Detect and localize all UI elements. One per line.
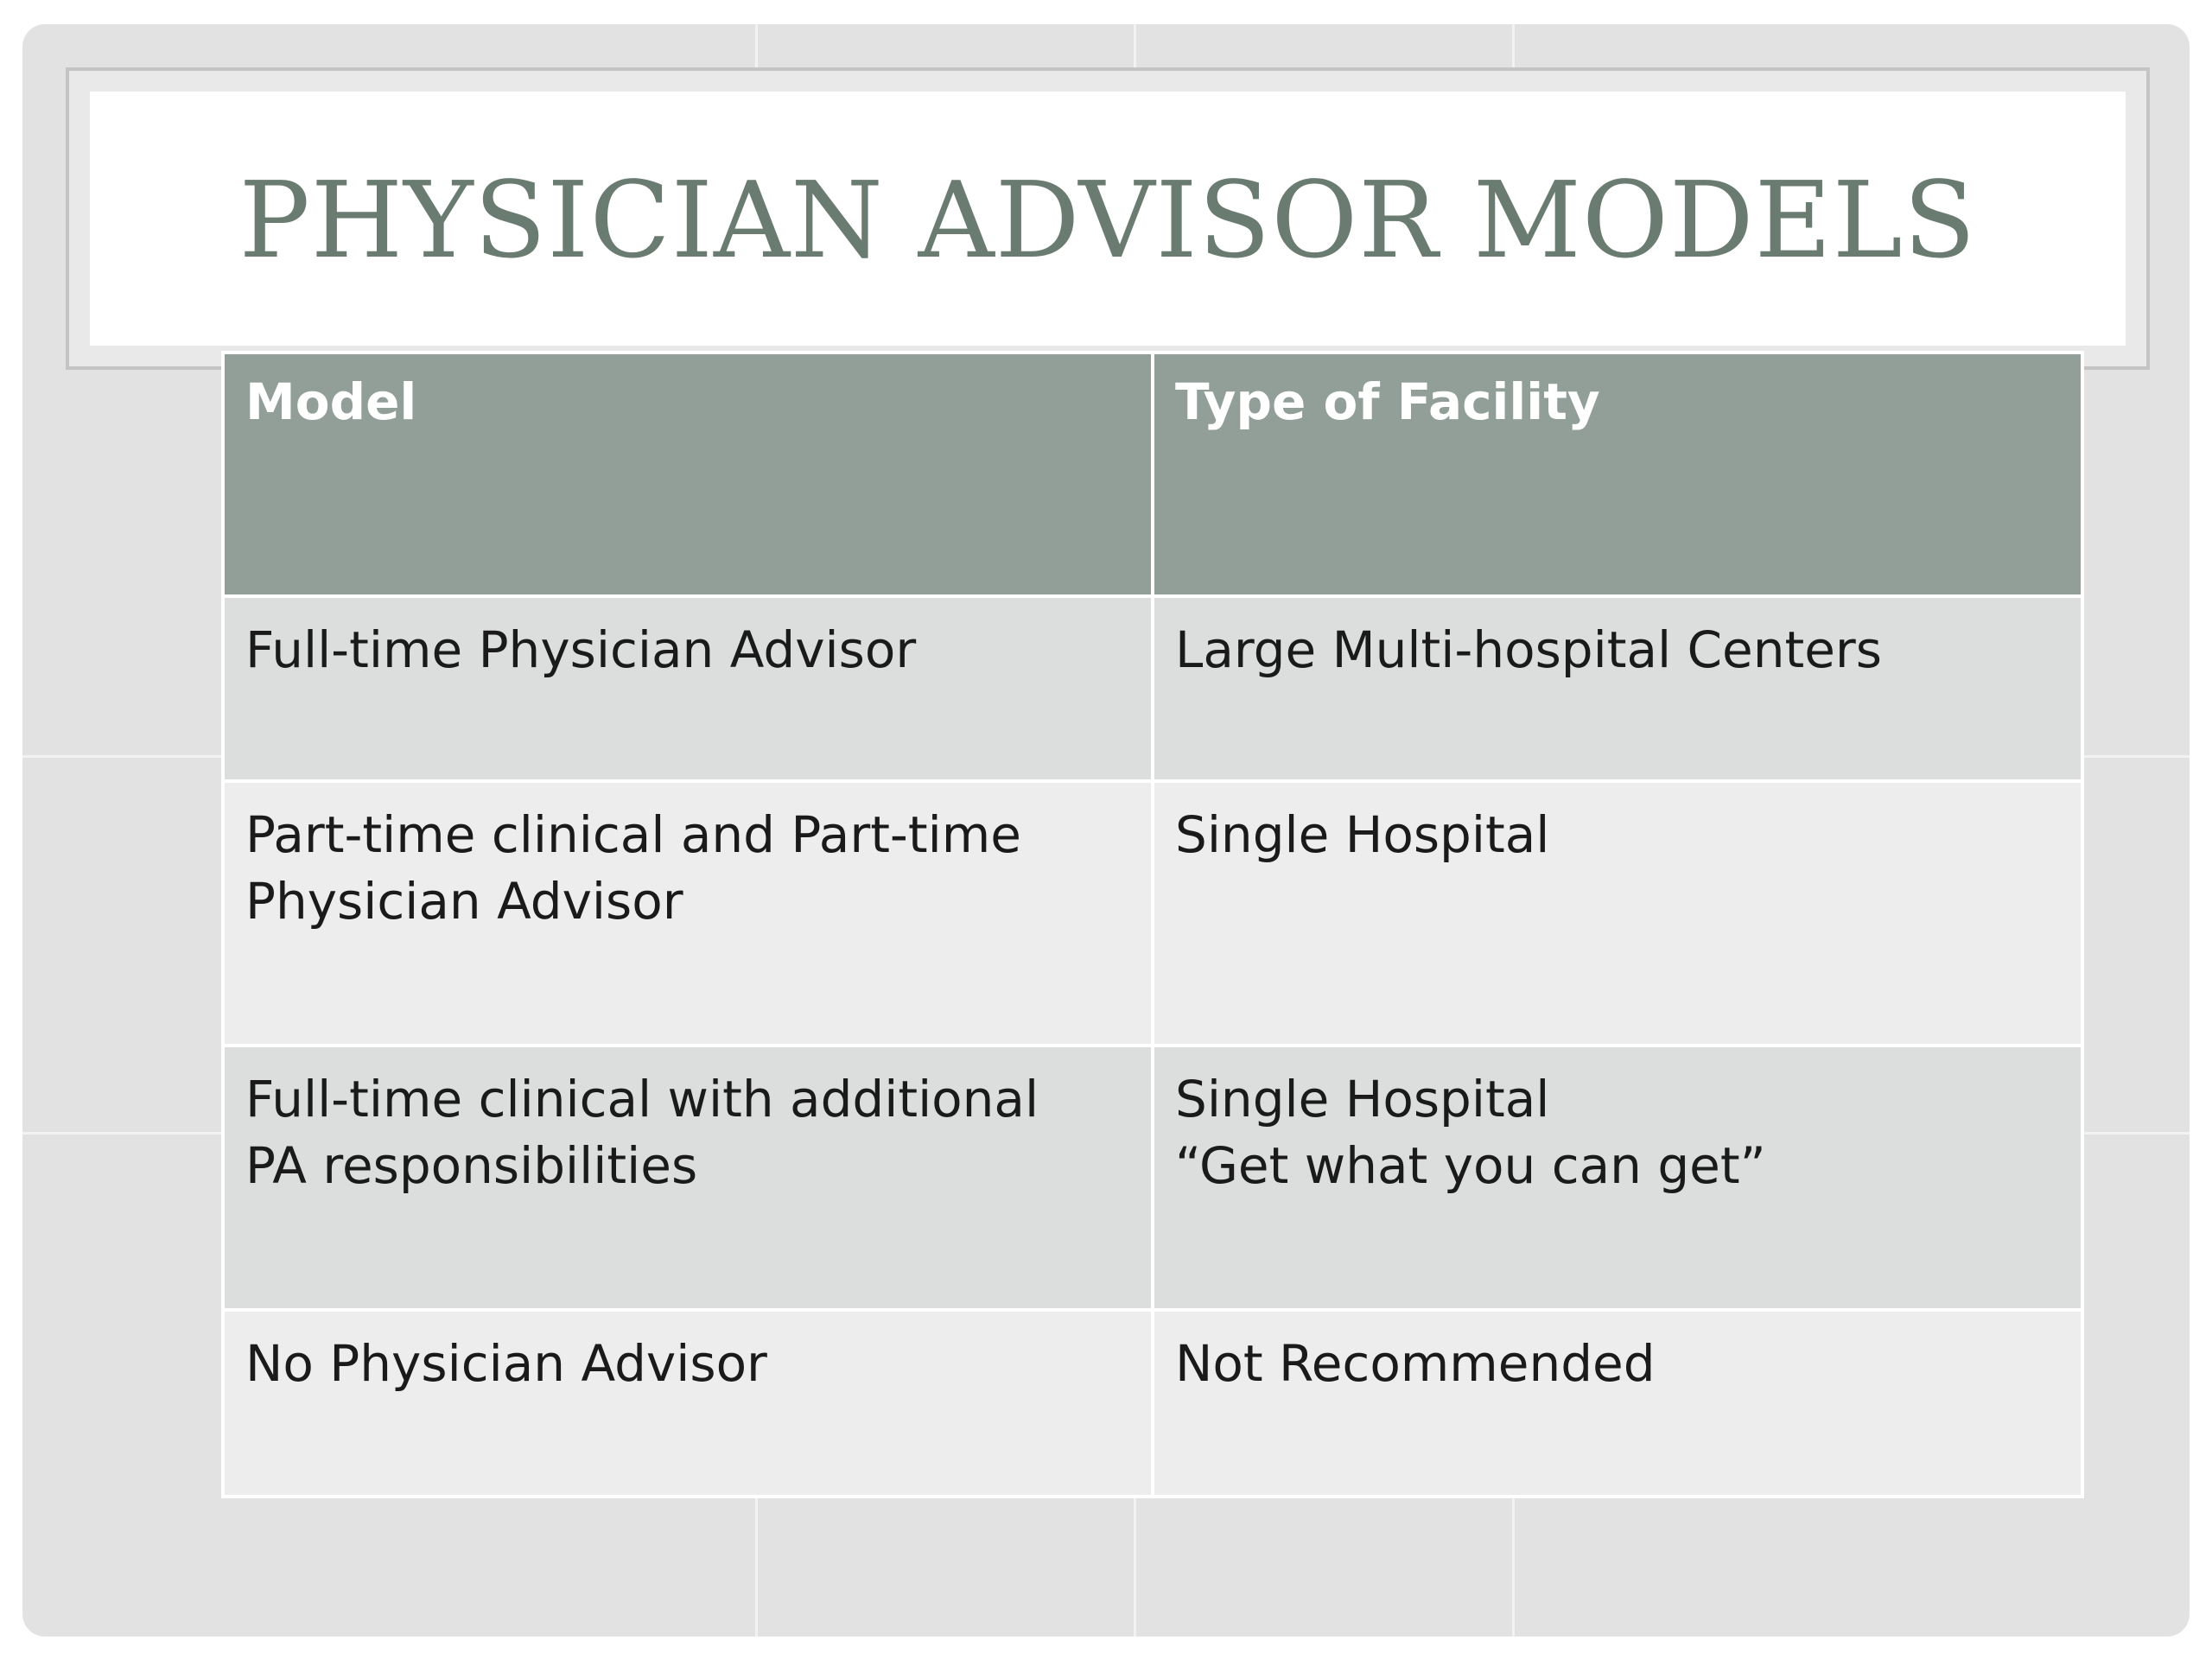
slide <box>22 24 2190 1637</box>
model-cell <box>223 596 1153 781</box>
cell-line: Single Hospital <box>1175 1070 1550 1128</box>
models-table <box>221 351 2084 1498</box>
header-model: Model <box>223 353 1153 596</box>
facility-cell <box>1153 1310 2082 1497</box>
background-seam <box>1134 1493 1136 1637</box>
table-row <box>223 1046 2082 1310</box>
table-header-row <box>223 353 2082 596</box>
cell-line: Not Recommended <box>1175 1334 1656 1393</box>
models-table-wrapper <box>221 351 2084 1498</box>
cell-line: Single Hospital <box>1175 805 1550 864</box>
header-type-of-facility: Type of Facility <box>1153 353 2082 596</box>
cell-line: Part-time clinical and Part-time <box>245 805 1021 864</box>
cell-line: No Physician Advisor <box>245 1334 767 1393</box>
slide-title: PHYSICIAN ADVISOR MODELS <box>238 159 1977 282</box>
table-row <box>223 1310 2082 1497</box>
background-seam <box>22 1132 221 1135</box>
title-box <box>90 92 2126 346</box>
cell-line: “Get what you can get” <box>1175 1135 1766 1195</box>
background-seam <box>1134 24 1136 67</box>
cell-line: Full-time clinical with additional <box>245 1070 1039 1128</box>
background-seam <box>2084 755 2190 758</box>
cell-line: Large Multi-hospital Centers <box>1175 620 1882 679</box>
model-cell <box>223 1310 1153 1497</box>
table-row <box>223 781 2082 1046</box>
background-seam <box>1512 24 1515 67</box>
model-cell <box>223 1046 1153 1310</box>
cell-line: Physician Advisor <box>245 871 683 931</box>
facility-cell <box>1153 1046 2082 1310</box>
background-seam <box>22 755 221 758</box>
table-row <box>223 596 2082 781</box>
background-seam <box>1512 1493 1515 1637</box>
background-seam <box>755 24 758 67</box>
model-cell <box>223 781 1153 1046</box>
cell-line: Full-time Physician Advisor <box>245 620 917 679</box>
facility-cell <box>1153 596 2082 781</box>
title-frame <box>66 67 2150 370</box>
facility-cell <box>1153 781 2082 1046</box>
background-seam <box>755 1493 758 1637</box>
background-seam <box>2084 1132 2190 1135</box>
cell-line: PA responsibilities <box>245 1135 698 1195</box>
